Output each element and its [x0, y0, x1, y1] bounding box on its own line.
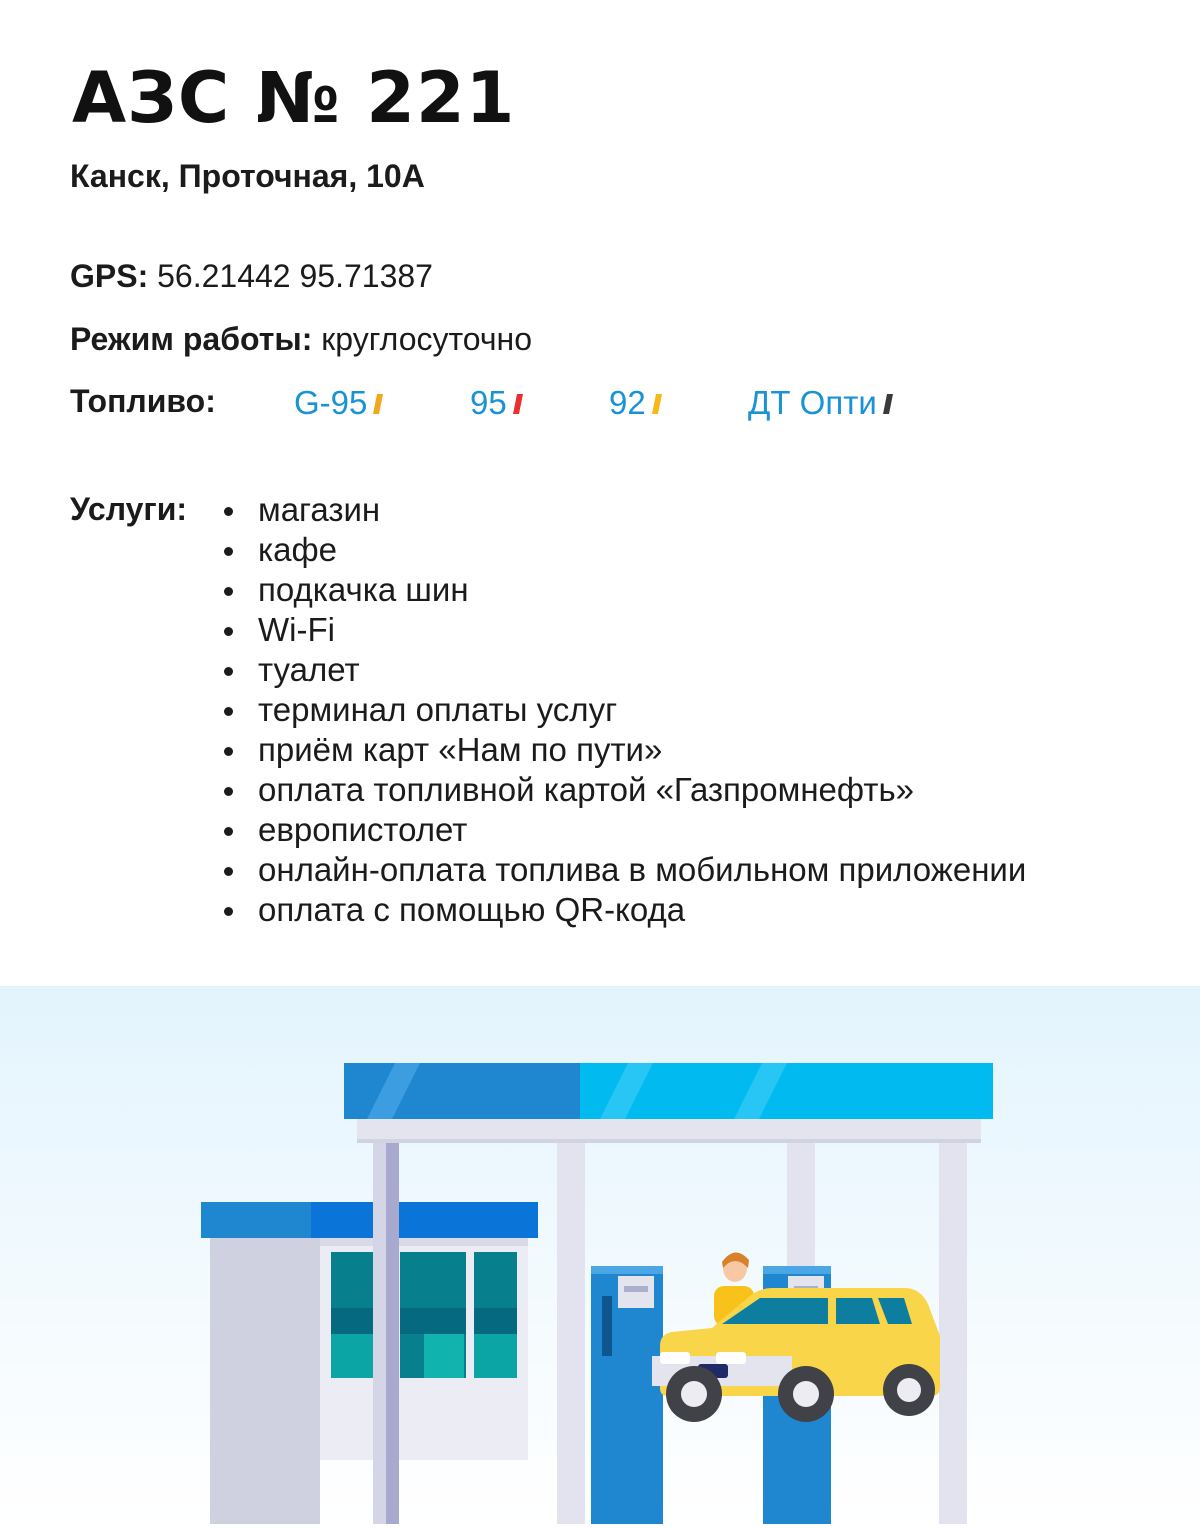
service-text: кафе — [258, 531, 338, 568]
car-icon — [652, 1288, 940, 1422]
bullet-icon — [224, 787, 233, 796]
bullet-icon — [224, 907, 233, 916]
fuel-name: 92 — [609, 384, 646, 421]
bullet-icon — [224, 747, 233, 756]
bullet-icon — [224, 587, 233, 596]
fuel-drop-icon — [373, 392, 383, 416]
service-text: европистолет — [258, 811, 468, 848]
service-text: оплата с помощью QR-кода — [258, 891, 686, 928]
list-item — [218, 650, 1026, 690]
fuel-item-dt-opti[interactable] — [748, 383, 893, 423]
bullet-icon — [224, 667, 233, 676]
list-item — [218, 610, 1026, 650]
fuel-name: 95 — [470, 384, 507, 421]
service-text: онлайн-оплата топлива в мобильном приложении — [258, 851, 1027, 888]
gps-row — [70, 256, 433, 296]
service-text: терминал оплаты услуг — [258, 691, 618, 728]
fuel-drop-icon — [652, 392, 662, 416]
list-item — [218, 570, 1026, 610]
list-item — [218, 730, 1026, 770]
gas-station-illustration — [0, 986, 1200, 1524]
services-list — [218, 490, 1026, 930]
hours-row — [70, 319, 532, 359]
gas-station-icon — [0, 986, 1200, 1524]
service-text: приём карт «Нам по пути» — [258, 731, 663, 768]
services-label: Услуги: — [70, 491, 188, 527]
fuel-label: Топливо: — [70, 383, 216, 419]
bullet-icon — [224, 627, 233, 636]
bullet-icon — [224, 867, 233, 876]
service-text: туалет — [258, 651, 360, 688]
bullet-icon — [224, 547, 233, 556]
service-text: оплата топливной картой «Газпромнефть» — [258, 771, 914, 808]
list-item — [218, 890, 1026, 930]
fuel-drop-icon — [513, 392, 523, 416]
hours-value: круглосуточно — [321, 321, 533, 357]
fuel-drop-icon — [883, 392, 893, 416]
gps-value: 56.21442 95.71387 — [157, 258, 433, 294]
fuel-name: G-95 — [294, 384, 368, 421]
list-item — [218, 770, 1026, 810]
station-address: Канск, Проточная, 10А — [70, 158, 425, 194]
list-item — [218, 530, 1026, 570]
fuel-item-92[interactable] — [609, 383, 662, 423]
gps-label: GPS: — [70, 258, 149, 294]
fuel-item-g95[interactable] — [294, 383, 383, 423]
list-item — [218, 490, 1026, 530]
fuel-item-95[interactable] — [470, 383, 523, 423]
service-text: Wi-Fi — [258, 611, 335, 648]
list-item — [218, 810, 1026, 850]
list-item — [218, 850, 1026, 890]
bullet-icon — [224, 827, 233, 836]
station-title: АЗС № 221 — [72, 57, 516, 139]
service-text: подкачка шин — [258, 571, 469, 608]
bullet-icon — [224, 507, 233, 516]
bullet-icon — [224, 707, 233, 716]
hours-label: Режим работы: — [70, 321, 313, 357]
service-text: магазин — [258, 491, 381, 528]
fuel-name: ДТ Опти — [748, 384, 877, 421]
list-item — [218, 690, 1026, 730]
